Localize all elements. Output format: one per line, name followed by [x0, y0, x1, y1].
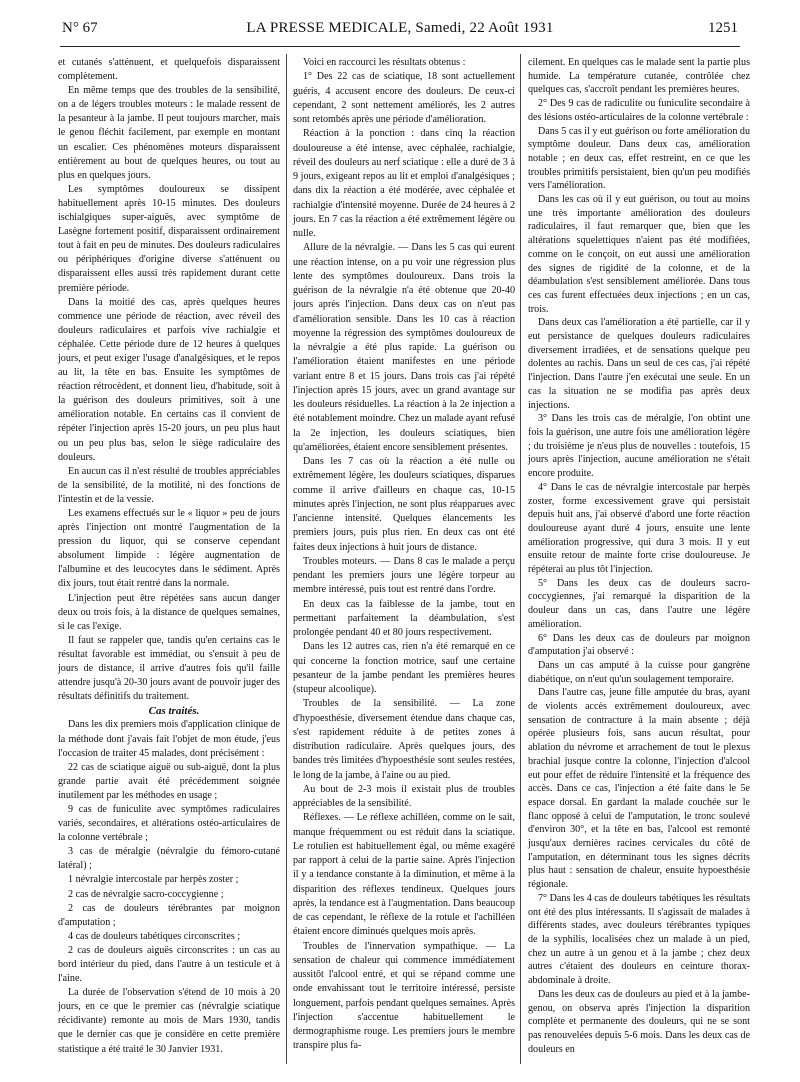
paragraph: En même temps que des troubles de la sensibilité, on a de légers troubles moteurs : le malade ressent de la pesanteur à la jambe. Il peut toujours marcher, mais le genou fléchit facilement, par exemple en montant un escalier. Ces phénomènes moteurs disparaissent entièrement au bout de quelques heures, ou tout au plus en quelques jours. — [58, 85, 280, 181]
paragraph: Troubles de la sensibilité. — La zone d'hypoesthésie, diversement étendue dans chaque cas, s'est rapidement réduite à de petites zones à distribution radiculaire. Après quelques jours, des bandes très limitées d'hypoesthésie sont seules restées, le long de la jambe, à l'aine ou au pied. — [293, 698, 515, 781]
issue-number: N° 67 — [62, 20, 98, 36]
paragraph: Réaction à la ponction : dans cinq la réaction douloureuse a été intense, avec céphalée, rachialgie, réveil des douleurs au nerf sciatique : elle a duré de 3 à 9 jours, exigeant repos au lit et emploi d'analgésiques ; dans dix la réaction a été modérée, avec céphalée et rachialgie d'intensité moyenne. Durée de 24 heures à 2 jours. En 7 cas la réaction a été extrêmement légère ou nulle. — [293, 128, 515, 239]
page-header — [62, 18, 738, 40]
paragraph: Au bout de 2-3 mois il existait plus de troubles appréciables de la sensibilité. — [293, 783, 515, 809]
paragraph: 1° Des 22 cas de sciatique, 18 sont actuellement guéris, 4 accusent encore des douleurs. De ceux-ci cependant, 2 sont nettement améliorés, les 2 autres sont retombés après une période d'amélioration. — [293, 71, 515, 125]
list-item: 1 névralgie intercostale par herpès zoster ; — [68, 874, 239, 886]
paragraph: 6° Dans les deux cas de douleurs par moignon d'amputation j'ai observé : — [528, 632, 750, 658]
paragraph: 5° Dans les deux cas de douleurs sacro-coccygiennes, j'ai remarqué la disparition de la douleur dans un cas, dans l'autre une légère amélioration. — [528, 577, 750, 630]
header-rule — [60, 46, 740, 47]
paragraph: Allure de la névralgie. — Dans les 5 cas qui eurent une réaction intense, on a pu voir une régression plus lente des symptômes douloureux. Dans trois la guérison de la névralgie n'a été obtenue que 20-40 jours après l'injection. Dans deux cas on n'eut pas d'amélioration sensible. Dans les 10 cas à réaction moyenne la régression des symptômes douloureux de la névralgie a été plus rapide. La guérison ou l'amélioration étaient manifestes en une période variant entre 8 et 15 jours. Dans trois cas j'ai répété l'injection après 15 jours, avec un grand avantage sur les douleurs résiduelles. La réaction à la 2e injection a été notablement moindre. Chez un malade ayant refusé la 2e injection, les douleurs sciatiques, bien qu'améliorées, étaient encore sensiblement présentes. — [293, 242, 515, 453]
journal-title: LA PRESSE MEDICALE, Samedi, 22 Août 1931 — [246, 20, 554, 36]
paragraph: Il faut se rappeler que, tandis qu'en certains cas le résultat favorable est immédiat, ou s'ensuit à peu de jours de distance, il arrive d'autres fois qu'il faille attendre jusqu'à 20-30 jours avant de pouvoir juger des résultats définitifs du traitement. — [58, 634, 280, 703]
paragraph: Troubles moteurs. — Dans 8 cas le malade a perçu pendant les premiers jours une légère torpeur au membre intéressé, puis tout est rentré dans l'ordre. — [293, 555, 515, 596]
list-item: 9 cas de funiculite avec symptômes radiculaires variés, secondaires, et altérations ostéo-articulaires de la colonne vertébrale ; — [58, 803, 280, 844]
paragraph: Réflexes. — Le réflexe achilléen, comme on le sait, manque fréquemment ou est réduit dans la sciatique. Le rotulien est habituellement égal, ou même exagéré par rapport à celui de la partie saine. Après l'injection il y a tendance constante à la diminution, et même à la disparition des réflexes tendineux. Quelques jours après, la tendance est à l'augmentation. Dans beaucoup de cas cependant, le réflexe de la rotule et l'achilléen étaient encore diminués quelques mois après. — [293, 812, 515, 938]
list-item: 2 cas de douleurs aiguës circonscrites : un cas au bord intérieur du pied, dans l'autre à un testicule et à l'aine. — [58, 944, 280, 985]
page-number: 1251 — [708, 20, 738, 36]
paragraph: Dans deux cas l'amélioration a été partielle, car il y eut persistance de quelques douleurs radiculaires diversement irradiées, et de sensations quelque peu dolentes au rachis. Dans un seul de ces cas, j'ai répété l'injection. Dans l'autre j'en exécutai une seule. En un cas la situation ne se modifia pas après deux injections. — [528, 317, 750, 411]
paragraph: L'injection peut être répétées sans aucun danger deux ou trois fois, à la distance de quelques semaines, si le cas l'exige. — [58, 592, 280, 632]
paragraph: Dans un cas amputé à la cuisse pour gangrène diabétique, on n'eut qu'un soulagement temporaire. — [528, 659, 750, 685]
list-item: 4 cas de douleurs tabétiques circonscrites ; — [68, 930, 241, 942]
paragraph: Voici en raccourci les résultats obtenus : — [303, 57, 466, 68]
paragraph: et cutanés s'atténuent, et quelquefois disparaissent complètement. — [58, 57, 280, 83]
list-item: 3 cas de méralgie (névralgie du fémoro-cutané latéral) ; — [58, 846, 280, 872]
paragraph: Dans les 12 autres cas, rien n'a été remarqué en ce qui concerne la fonction motrice, sauf une certaine pesanteur de la jambe pendant les premières heures (stupeur alcoolique). — [293, 641, 515, 695]
paragraph: Dans les 7 cas où la réaction a été nulle ou extrêmement légère, les douleurs sciatiques, disparues comme il arrive d'ailleurs en chaque cas, 10-15 minutes après l'injection, ne sont plus réapparues avec l'ancienne intensité. Quelques élancements les premiers jours, puis plus rien. En deux cas ont été faites deux injections à huit jours de distance. — [293, 456, 515, 553]
paragraph: 2° Des 9 cas de radiculite ou funiculite secondaire à des lésions ostéo-articulaires de la colonne vertébrale : — [528, 98, 750, 123]
paragraph: Dans les deux cas de douleurs au pied et à la jambe-genou, on observa après l'injection la disparition complète et permanente des douleurs, qui ne se sont pas renouvelées depuis 5-6 mois. Dans les deux cas de douleurs en — [528, 988, 750, 1055]
paragraph: Dans les dix premiers mois d'application clinique de la méthode dont j'avais fait l'objet de mon étude, j'eus l'occasion de traiter 45 malades, dont précisément : — [58, 719, 280, 759]
paragraph: cilement. En quelques cas le malade sent la partie plus humide. La température cutanée, contrôlée chez quelques cas, s'accroît pendant les premières heures. — [528, 57, 750, 96]
paragraph: Les symptômes douloureux se dissipent habituellement après 10-15 minutes. Des douleurs ischialgiques super-aiguës, avec symptôme de Lasègne fortement positif, disparaissent ordinairement tout à fait en peu de minutes. Des douleurs radiculaires ou périphériques d'origine diverse s'atténuent ou disparaissent elles aussi très rapidement durant cette première période. — [58, 183, 280, 294]
list-item: 22 cas de sciatique aiguë ou sub-aiguë, dont la plus grande partie avait été précédemment soignée inutilement par les méthodes en usage ; — [58, 761, 280, 801]
column-divider — [286, 54, 287, 1064]
paragraph: 7° Dans les 4 cas de douleurs tabétiques les résultats ont été des plus intéressants. Il s'agissait de malades à différents stades, avec douleurs térébrantes typiques de la syphilis, localisées chez un malade à un pied, chez un autre à un genou et à la jambe ; chez deux autres c'étaient des douleurs en ceinture thorax-abdominale à droite. — [528, 892, 750, 987]
paragraph: Dans les cas où il y eut guérison, ou tout au moins une très importante amélioration des douleurs radiculaires, il faut remarquer que, bien que les altérations squelettiques n'aient pas été modifiées, comme on le conçoit, on eut aussi une amélioration des signes de rigidité de la colonne, et de la déambulation s'est sensiblement améliorée. Dans tous ces cas furent effectuées deux injections ; en un cas, trois. — [528, 194, 750, 315]
list-item: 2 cas de névralgie sacro-coccygienne ; — [68, 888, 224, 900]
column-1 — [58, 56, 280, 1057]
section-heading: Cas traités. — [148, 705, 200, 718]
paragraph: En deux cas la faiblesse de la jambe, tout en permettant parfaitement la déambulation, s'est prolongée pendant 40 et 80 jours respectivement. — [293, 598, 515, 638]
paragraph: Les examens effectués sur le « liquor » peu de jours après l'injection ont montré l'augmentation de la pression du liquor, qui se conserve cependant absolument limpide : légère augmentation de l'albumine et des leucocytes dans le sédiment. Après dix jours, tout était rentré dans la normale. — [58, 508, 280, 590]
paragraph: Troubles de l'innervation sympathique. — La sensation de chaleur qui commence immédiatement aussitôt l'alcool entré, et qui se répand comme une onde envahissant tout le territoire intéressé, persiste longuement, parfois pendant quelques semaines. Après l'injection s'accentue habituellement le dermographisme rouge. Les premiers jours le membre transpire plus fa- — [293, 940, 515, 1052]
paragraph: Dans la moitié des cas, après quelques heures commence une période de réaction, avec réveil des douleurs radiculaires et parfois vive rachialgie et céphalée. Cette période dure de 12 heures à quelques jours, et peut exiger l'usage d'analgésiques, et le repos au lit, la tête en bas. Ensuite les symptômes de réaction rétrocèdent, et donnent lieu, d'habitude, soit à la guérison des douleurs primitives, soit à une amélioration notable. En certains cas il convient de répéter l'injection après 15-20 jours, un peu plus haut ou un peu plus bas, selon le siège radiculaire des douleurs. — [58, 296, 280, 463]
paragraph: En aucun cas il n'est résulté de troubles appréciables de la sensibilité, de la motilité, ni des fonctions de l'intestin et de la vessie. — [58, 465, 280, 505]
paragraph: Dans l'autre cas, jeune fille amputée du bras, ayant de violents accès extrêmement douloureux, avec sensation de contracture à la main absente ; déjà opérée plusieurs fois, sans aucun résultat, pour ablation du névrome et arrachement de tout le plexus brachial jusque contre la colonne, l'injection d'alcool eut pour effet de réduire l'intensité et la fréquence des accès. Dans ce cas, l'injection a été faite dans le 5e espace dorsal. En gardant la malade couchée sur le flanc opposé à celui de l'amputation, le tronc soulevé d'environ 30°, et la tête en bas, l'alcool est remonté jusqu'aux dernières racines cervicales du côté de l'amputation, en déterminant tous les signes décrits plus haut : sensation de chaleur, ensuite hypoesthésie régionale. — [528, 687, 750, 891]
column-3 — [528, 56, 750, 1056]
paragraph: La durée de l'observation s'étend de 10 mois à 20 jours, en ce que le premier cas (névralgie sciatique récidivante) remonte au mois de Mars 1930, tandis que le dernier cas que je considère en cette première statistique a été traité le 30 Janvier 1931. — [58, 987, 280, 1055]
column-divider — [520, 54, 521, 1064]
paragraph: 4° Dans le cas de névralgie intercostale par herpès zoster, forme excessivement grave qui persistait depuis huit ans, j'ai observé d'abord une forte réaction douloureuse ayant duré 4 jours, ensuite une lente amélioration progressive, qui dura 3 mois. Il y eut ensuite retour de mainte forte crise douloureuse. Je répéterai au plus tôt l'injection. — [528, 481, 750, 576]
list-item: 2 cas de douleurs térébrantes par moignon d'amputation ; — [58, 902, 280, 928]
paragraph: Dans 5 cas il y eut guérison ou forte amélioration du symptôme douleur. Dans deux cas, amélioration notable ; en deux cas, effet restreint, en ce que les troubles primitifs persistaient, bien qu'un peu modifiés vers l'amélioration. — [528, 125, 750, 192]
column-2 — [293, 56, 515, 1054]
paragraph: 3° Dans les trois cas de méralgie, l'on obtint une fois la guérison, une autre fois une amélioration légère ; du troisième je n'eus plus de nouvelles : toutefois, 15 jours après l'injection, aucune amélioration ne s'était encore produite. — [528, 413, 750, 480]
